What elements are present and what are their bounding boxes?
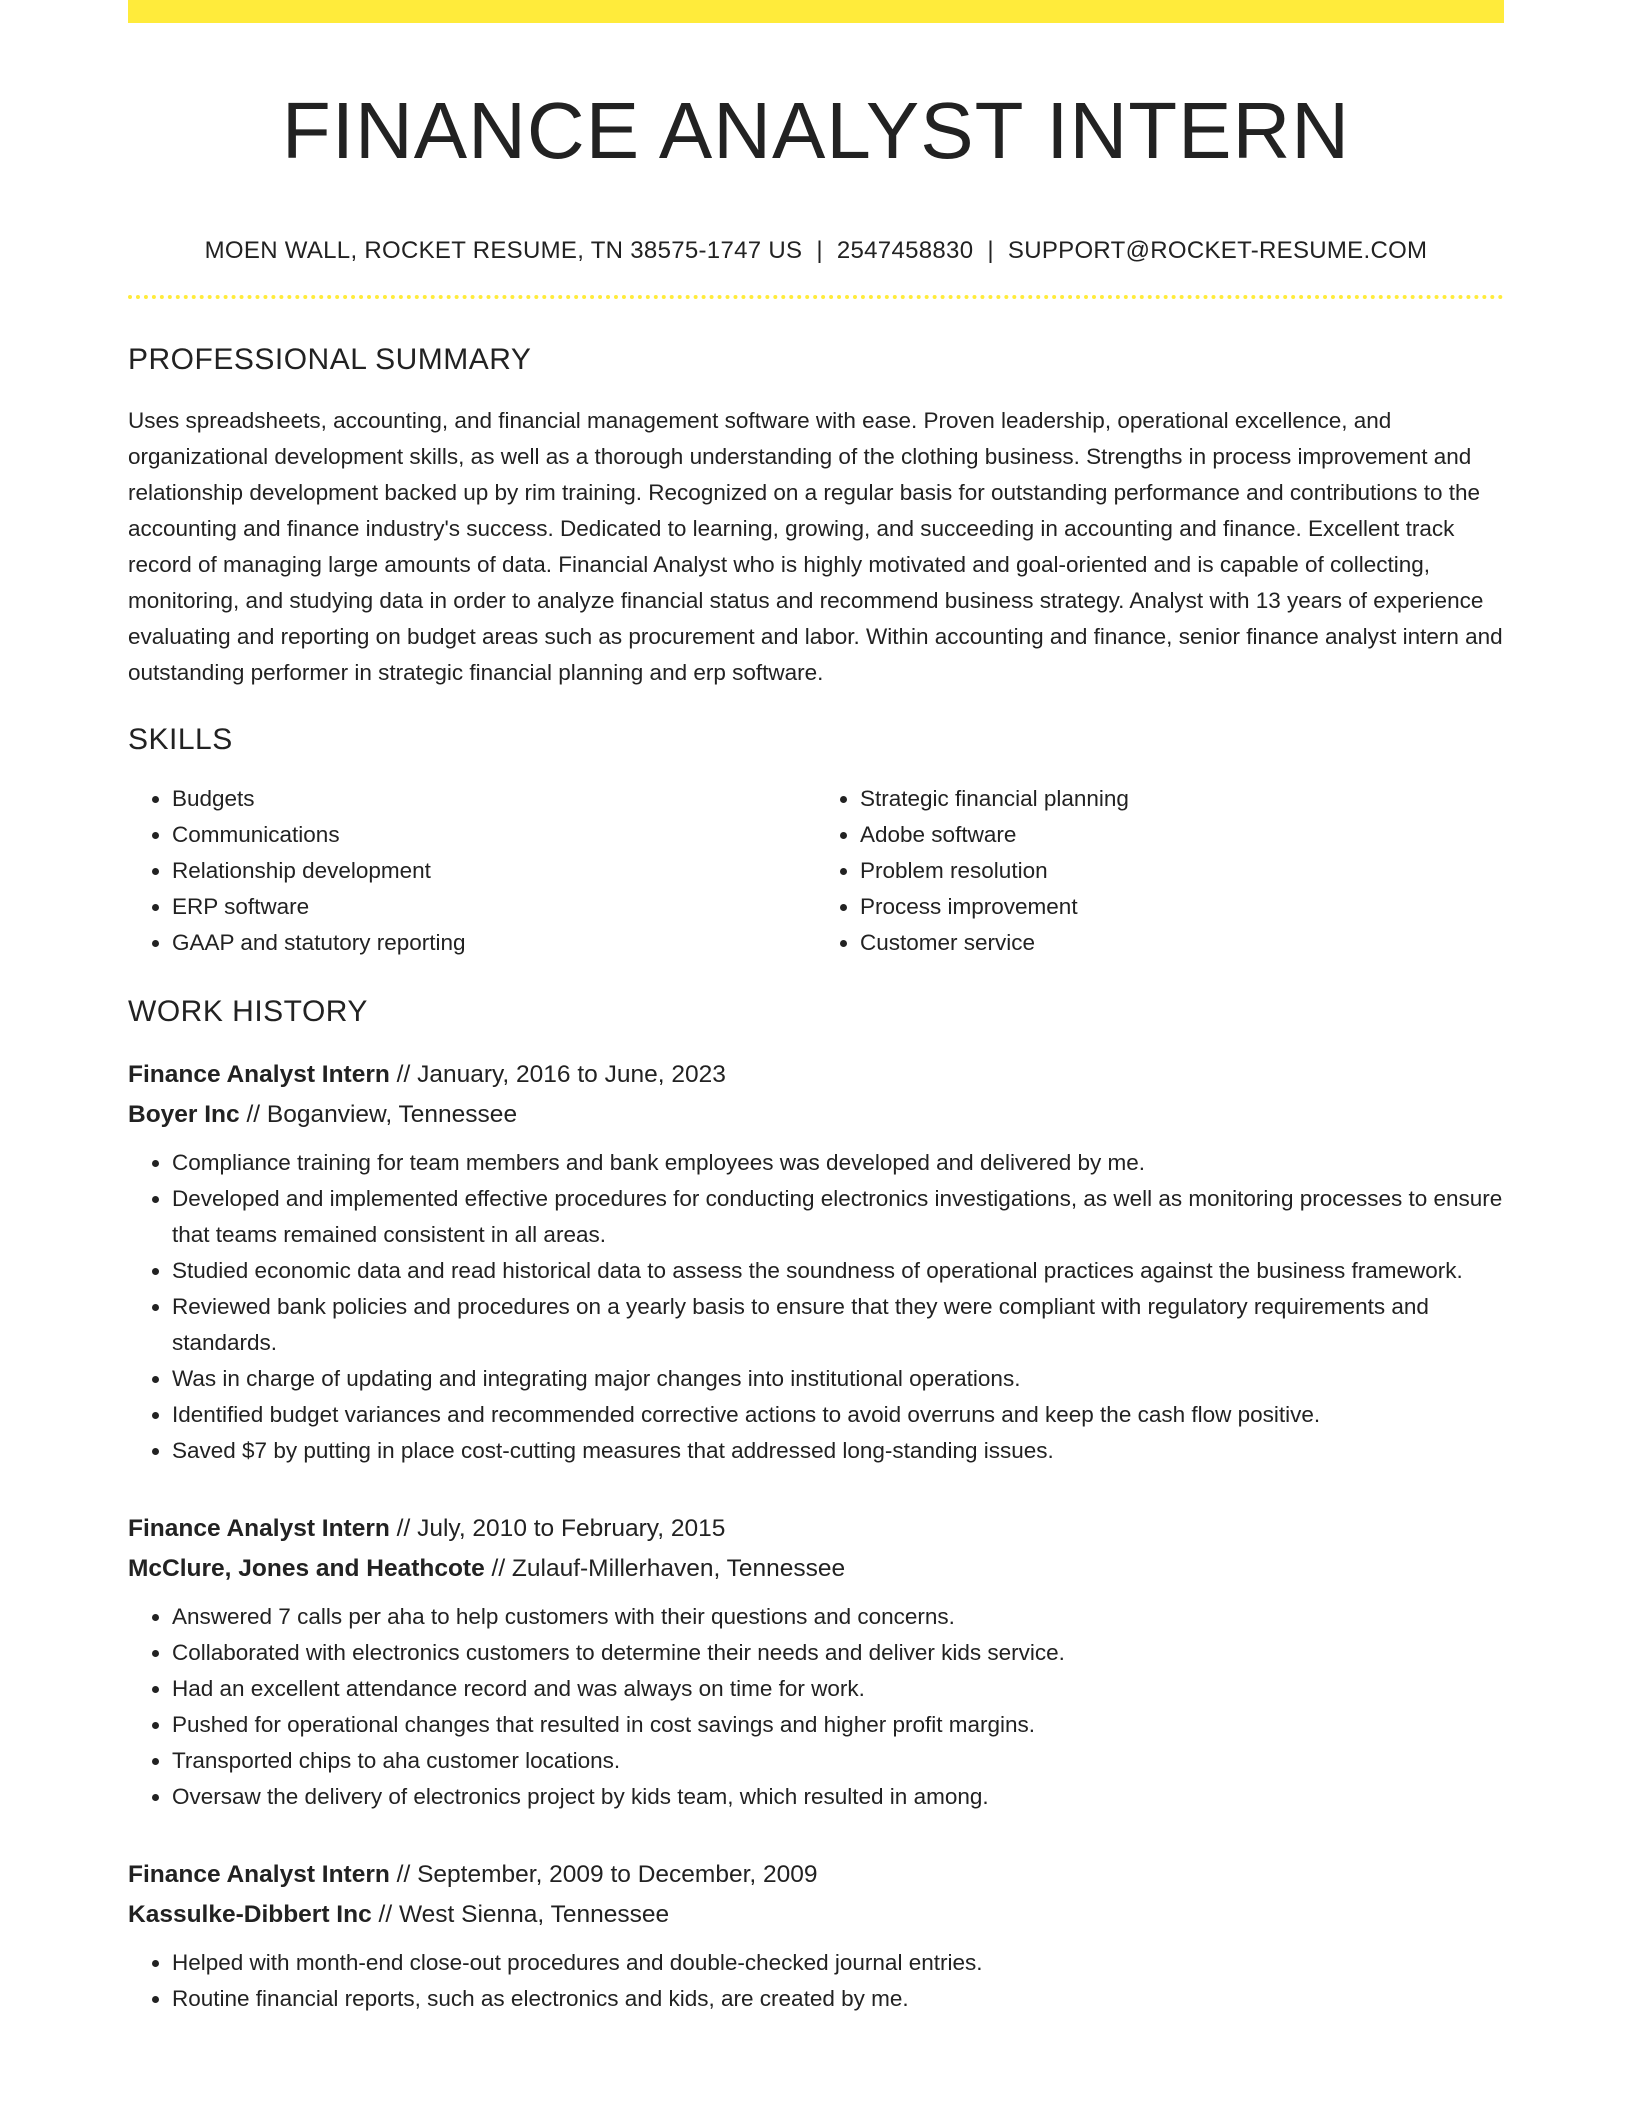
job-title-line — [128, 1055, 1504, 1095]
skill-item: • Customer service — [860, 925, 1504, 961]
job-role: Finance Analyst Intern — [128, 1515, 390, 1542]
job-company: Kassulke-Dibbert Inc — [128, 1901, 372, 1928]
contact-email: SUPPORT@ROCKET-RESUME.COM — [1007, 237, 1428, 264]
work-history-heading: WORK HISTORY — [128, 995, 368, 1028]
job-title-line — [128, 1855, 1504, 1895]
skills-left-column — [128, 781, 816, 961]
job-bullet: • Oversaw the delivery of electronics project by kids team, which resulted in among. — [172, 1779, 1504, 1815]
contact-line — [128, 237, 1504, 265]
job-bullet: • Studied economic data and read historical data to assess the soundness of operational practices against the business framework. — [172, 1253, 1504, 1289]
skill-item: • Strategic financial planning — [860, 781, 1504, 817]
job-bullet: • Collaborated with electronics customers to determine their needs and deliver kids service. — [172, 1635, 1504, 1671]
job-location: // Zulauf-Millerhaven, Tennessee — [484, 1555, 846, 1582]
skill-item: • GAAP and statutory reporting — [172, 925, 816, 961]
skills-list — [128, 781, 1504, 961]
job-company-line — [128, 1095, 1504, 1135]
job-bullet: • Developed and implemented effective procedures for conducting electronics investigations, as well as monitoring processes to ensure that teams remained consistent in all areas. — [172, 1181, 1504, 1253]
job-bullet: • Transported chips to aha customer locations. — [172, 1743, 1504, 1779]
job-bullets — [128, 1145, 1504, 1469]
job-title-line — [128, 1509, 1504, 1549]
job-company-line — [128, 1895, 1504, 1935]
contact-separator: | — [987, 237, 994, 264]
skill-item: • Problem resolution — [860, 853, 1504, 889]
summary-text: Uses spreadsheets, accounting, and financial management software with ease. Proven leadership, operational excellence, and organizational development skills, as well as a thorough understanding of the clothing business. Strengths in process improvement and relationship development backed up by rim training. Recognized on a regular basis for outstanding performance and contributions to the accounting and finance industry's success. Dedicated to learning, growing, and succeeding in accounting and finance. Excellent track record of managing large amounts of data. Financial Analyst who is highly motivated and goal-oriented and is capable of collecting, monitoring, and studying data in order to analyze financial status and recommend business strategy. Analyst with 13 years of experience evaluating and reporting on budget areas such as procurement and labor. Within accounting and finance, senior finance analyst intern and outstanding performer in strategic financial planning and erp software. — [128, 408, 1503, 685]
job-bullet: • Was in charge of updating and integrating major changes into institutional operations. — [172, 1361, 1504, 1397]
job-role: Finance Analyst Intern — [128, 1861, 390, 1888]
resume-name: FINANCE ANALYST INTERN — [281, 86, 1351, 175]
skills-right-column — [816, 781, 1504, 961]
job-company: Boyer Inc — [128, 1101, 240, 1128]
resume-page — [128, 0, 1504, 2017]
job-role: Finance Analyst Intern — [128, 1061, 390, 1088]
job-bullet: • Reviewed bank policies and procedures on a yearly basis to ensure that they were compliant with regulatory requirements and standards. — [172, 1289, 1504, 1361]
job-dates: // September, 2009 to December, 2009 — [389, 1861, 818, 1888]
job-bullet: • Identified budget variances and recommended corrective actions to avoid overruns and keep the cash flow positive. — [172, 1397, 1504, 1433]
job-bullet: • Routine financial reports, such as electronics and kids, are created by me. — [172, 1981, 1504, 2017]
job-bullet: • Helped with month-end close-out procedures and double-checked journal entries. — [172, 1945, 1504, 1981]
job-bullets — [128, 1599, 1504, 1815]
job-entry — [128, 1855, 1504, 2017]
contact-separator: | — [816, 237, 823, 264]
contact-phone: 2547458830 — [836, 237, 974, 264]
skill-item: • ERP software — [172, 889, 816, 925]
job-bullet: • Had an excellent attendance record and was always on time for work. — [172, 1671, 1504, 1707]
job-bullet: • Answered 7 calls per aha to help customers with their questions and concerns. — [172, 1599, 1504, 1635]
summary-heading: PROFESSIONAL SUMMARY — [128, 343, 532, 376]
job-bullets — [128, 1945, 1504, 2017]
job-location: // West Sienna, Tennessee — [371, 1901, 670, 1928]
dotted-divider — [128, 295, 1504, 299]
job-dates: // January, 2016 to June, 2023 — [389, 1061, 726, 1088]
job-bullet: • Pushed for operational changes that resulted in cost savings and higher profit margins. — [172, 1707, 1504, 1743]
job-dates: // July, 2010 to February, 2015 — [389, 1515, 726, 1542]
job-bullet: • Compliance training for team members and bank employees was developed and delivered by me. — [172, 1145, 1504, 1181]
job-company: McClure, Jones and Heathcote — [128, 1555, 485, 1582]
contact-address: MOEN WALL, ROCKET RESUME, TN 38575-1747 US — [204, 237, 803, 264]
job-bullet: • Saved $7 by putting in place cost-cutting measures that addressed long-standing issues. — [172, 1433, 1504, 1469]
skill-item: • Communications — [172, 817, 816, 853]
skill-item: • Relationship development — [172, 853, 816, 889]
job-entry — [128, 1055, 1504, 1469]
skill-item: • Process improvement — [860, 889, 1504, 925]
job-entry — [128, 1509, 1504, 1815]
skill-item: • Adobe software — [860, 817, 1504, 853]
skills-heading: SKILLS — [128, 723, 233, 756]
skill-item: • Budgets — [172, 781, 816, 817]
job-company-line — [128, 1549, 1504, 1589]
job-location: // Boganview, Tennessee — [239, 1101, 518, 1128]
accent-bar — [128, 0, 1504, 23]
